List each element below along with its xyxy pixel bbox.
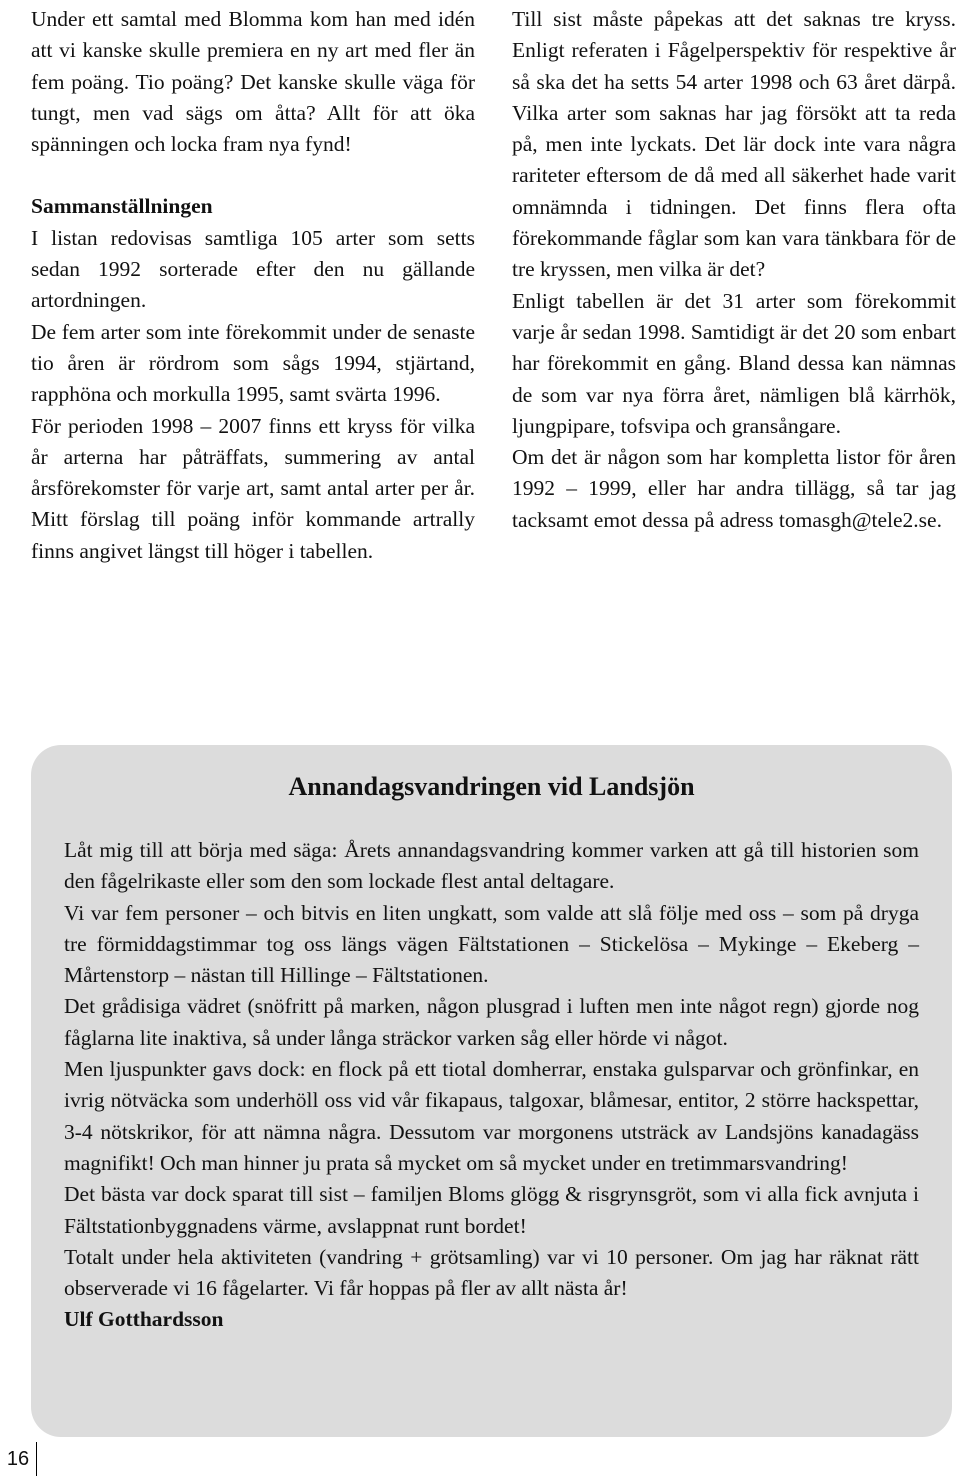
paragraph: De fem arter som inte förekommit under de senaste tio åren är rördrom som sågs 1994, stjärtand, rapphöna och morkulla 1995, samt svärta 1996. <box>31 319 475 407</box>
paragraph: Totalt under hela aktiviteten (vandring + grötsamling) var vi 10 personer. Om jag har räknat rätt observerade vi 16 fågelarter. Vi får hoppas på fler av allt nästa år! <box>64 1244 919 1301</box>
paragraph: Vi var fem personer – och bitvis en liten ungkatt, som valde att slå följe med oss – som på dryga tre förmiddagstimmar tog oss längs vägen Fältstationen – Stickelösa – Mykinge – Ekeberg – Mårtenstorp – nästan till Hillinge – Fältstationen. <box>64 900 919 988</box>
section-heading: Sammanställningen <box>31 194 213 219</box>
paragraph: Det grådisiga vädret (snöfritt på marken, någon plusgrad i luften men inte något regn) gjorde nog fåglarna lite inaktiva, så under långa sträckor varken såg eller hörde vi något. <box>64 994 919 1050</box>
page-number: 16 <box>6 1448 30 1470</box>
article-body <box>64 835 919 1336</box>
paragraph: Till sist måste påpekas att det saknas tre kryss. Enligt referaten i Fågelperspektiv för respektive år så ska det ha setts 54 arter 1998 och 63 året därpå. Vilka arter som saknas har jag försökt att ta reda på, men inte lyckats. Det lär dock inte vara några rariteter eftersom de då med all säkerhet hade varit omnämnda i tidningen. Det finns flera ofta förekommande fåglar som kan vara tänkbara för de tre kryssen, men vilka är det? <box>512 7 956 282</box>
paragraph: Låt mig till att börja med säga: Årets annandagsvandring kommer varken att gå till historien som den fågelrikaste eller som den som lockade flest antal deltagare. <box>64 838 919 894</box>
paragraph: Under ett samtal med Blomma kom han med idén att vi kanske skulle premiera en ny art med fler än fem poäng. Tio poäng? Det kanske skulle väga för tungt, men vad sägs om åtta? Allt för att öka spänningen och locka fram nya fynd! <box>31 7 475 157</box>
paragraph: Men ljuspunkter gavs dock: en flock på ett tiotal domherrar, enstaka gulsparvar och grönfinkar, en ivrig nötväcka som underhöll oss vid vår fikapaus, talgoxar, blåmesar, entitor, 2 större hackspettar, 3-4 nötskrikor, för att nämna några. Dessutom var morgonens utsträck av Landsjöns kanadagäss magnifikt! Och man hinner ju prata så mycket om så mycket under en tretimmarsvandring! <box>64 1057 919 1175</box>
paragraph: För perioden 1998 – 2007 finns ett kryss för vilka år arterna har påträffats, summering av antal årsförekomster för varje art, samt antal arter per år. Mitt förslag till poäng inför kommande artrally finns angivet längst till höger i tabellen. <box>31 413 475 563</box>
paragraph: I listan redovisas samtliga 105 arter som setts sedan 1992 sorterade efter den nu gällande artordningen. <box>31 225 475 313</box>
paragraph: Det bästa var dock sparat till sist – familjen Bloms glögg & risgrynsgröt, som vi alla fick avnjuta i Fältstationbyggnadens värme, avslappnat runt bordet! <box>64 1182 919 1238</box>
paragraph: Enligt tabellen är det 31 arter som förekommit varje år sedan 1998. Samtidigt är det 20 som enbart har förekommit en gång. Bland dessa kan nämnas de som var nya förra året, nämligen blå kärrhök, ljungpipare, tofsvipa och gransångare. <box>512 288 956 438</box>
paragraph: Om det är någon som har kompletta listor för åren 1992 – 1999, eller har andra tillägg, så tar jag tacksamt emot dessa på adress tomasgh@tele2.se. <box>512 445 956 532</box>
article-box <box>31 745 952 1437</box>
page-number-divider <box>36 1442 37 1476</box>
left-column <box>31 4 475 567</box>
article-title: Annandagsvandringen vid Landsjön <box>288 772 695 801</box>
author-signature: Ulf Gotthardsson <box>64 1307 224 1332</box>
right-column <box>512 4 956 536</box>
